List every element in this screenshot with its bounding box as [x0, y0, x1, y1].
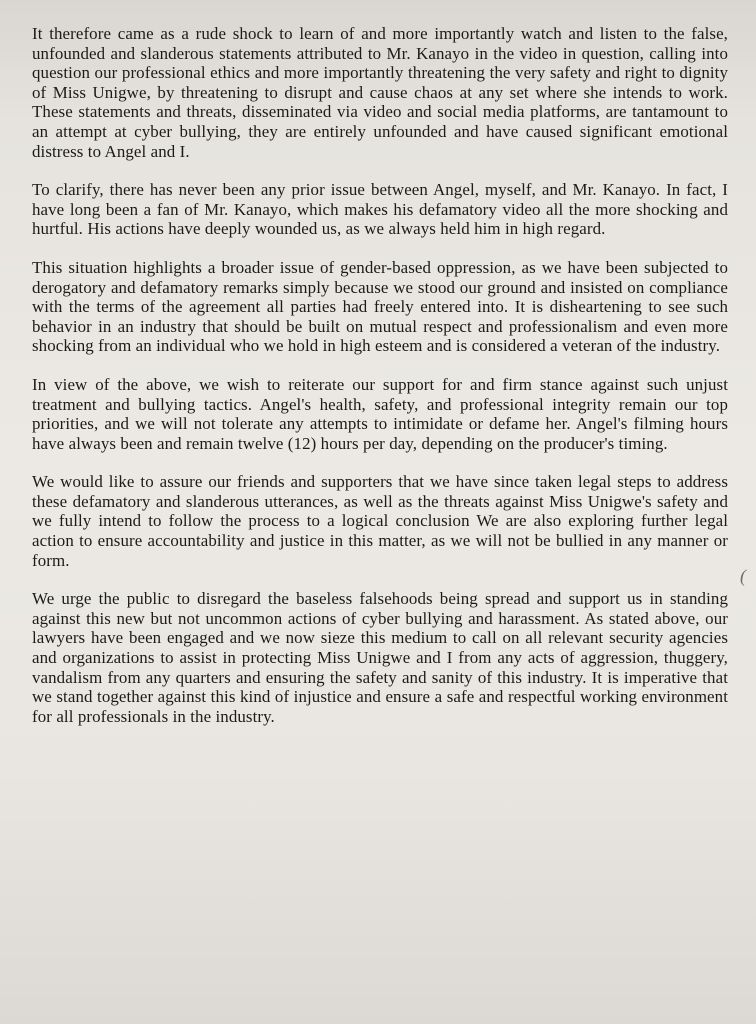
paragraph-5: We would like to assure our friends and supporters that we have since taken legal steps to address these defamatory and slanderous utterances, as well as the threats against Miss Unigwe's safety and we fully intend to follow the process to a logical conclusion We are also exploring further legal action to ensure accountability and justice in this matter, as we will not be bullied in any manner or form. [32, 472, 728, 570]
document-page [24, 16, 736, 1016]
paragraph-2: To clarify, there has never been any prior issue between Angel, myself, and Mr. Kanayo. In fact, I have long been a fan of Mr. Kanayo, which makes his defamatory video all the more shocking and hurtful. His actions have deeply wounded us, as we always held him in high regard. [32, 180, 728, 239]
paragraph-4: In view of the above, we wish to reiterate our support for and firm stance against such unjust treatment and bullying tactics. Angel's health, safety, and professional integrity remain our top priorities, and we will not tolerate any attempts to intimidate or defame her. Angel's filming hours have always been and remain twelve (12) hours per day, depending on the producer's timing. [32, 374, 728, 453]
paragraph-1: It therefore came as a rude shock to learn of and more importantly watch and listen to the false, unfounded and slanderous statements attributed to Mr. Kanayo in the video in question, calling into question our professional ethics and more importantly threatening the very safety and right to dignity of Miss Unigwe, by threatening to disrupt and cause chaos at any set where she intends to work. These statements and threats, disseminated via video and social media platforms, are tantamount to an attempt at cyber bullying, they are entirely unfounded and have caused significant emotional distress to Angel and I. [32, 24, 728, 161]
margin-pen-mark: ( [740, 566, 746, 586]
paragraph-6: We urge the public to disregard the baseless falsehoods being spread and support us in standing against this new but not uncommon actions of cyber bullying and harassment. As stated above, our lawyers have been engaged and we now sieze this medium to call on all relevant security agencies and organizations to assist in protecting Miss Unigwe and I from any acts of aggression, thuggery, vandalism from any quarters and ensuring the safety and sanity of this industry. It is imperative that we stand together against this kind of injustice and ensure a safe and respectful working environment for all professionals in the industry. [32, 589, 728, 726]
paragraph-3: This situation highlights a broader issue of gender-based oppression, as we have been subjected to derogatory and defamatory remarks simply because we stood our ground and insisted on compliance with the terms of the agreement all parties had freely entered into. It is disheartening to see such behavior in an industry that should be built on mutual respect and professionalism and even more shocking from an individual who we hold in high esteem and is considered a veteran of the industry. [32, 257, 728, 356]
